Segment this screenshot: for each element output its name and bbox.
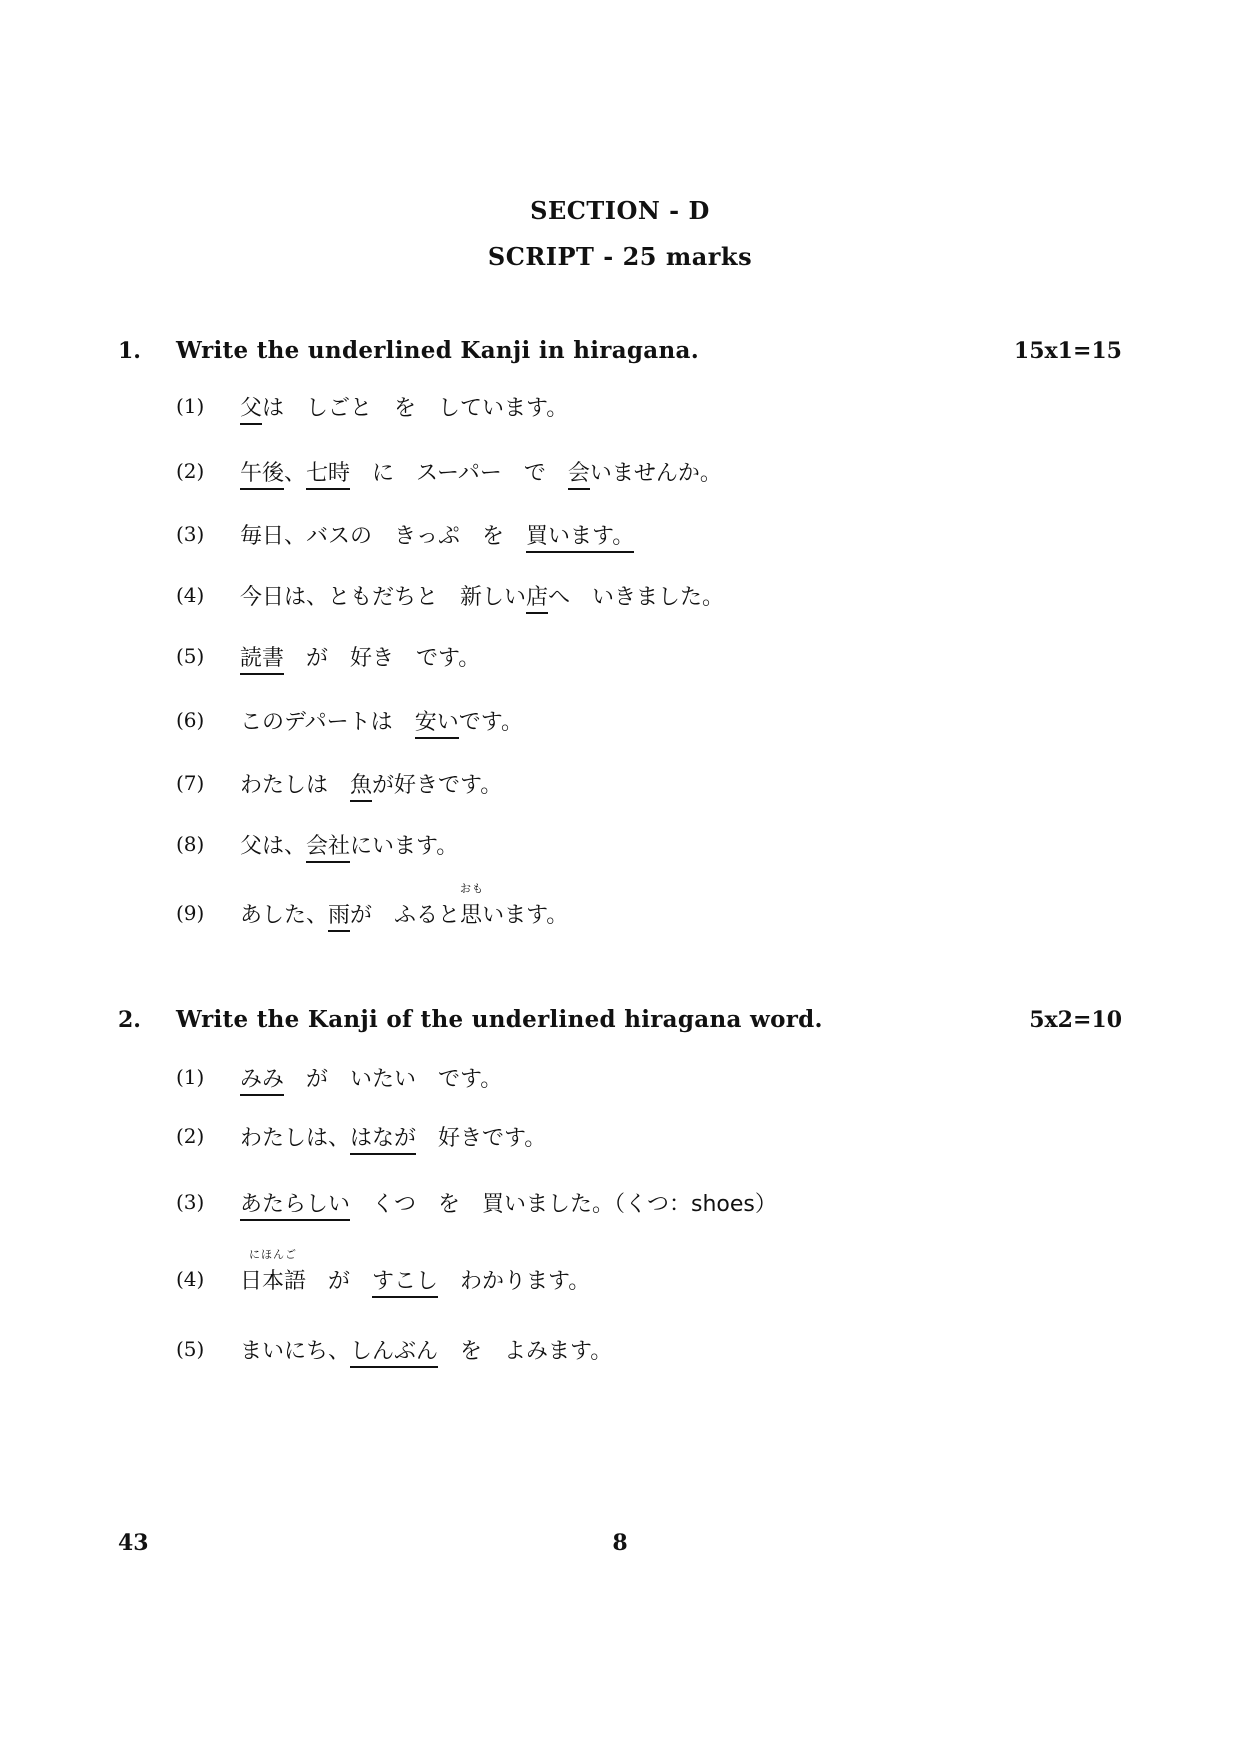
q1-item-9 (176, 881, 569, 936)
page-number: 8 (612, 1530, 628, 1556)
sentence-text: は しごと を しています。 (262, 395, 569, 421)
sentence-text: まいにち、 (240, 1338, 351, 1364)
item-number: (6) (176, 708, 205, 732)
sentence-text: です。 (458, 709, 523, 735)
question-2-marks: 5x2=10 (1029, 1007, 1122, 1033)
ruby-base: 思 (460, 902, 483, 928)
ruby-base: 日本語 (240, 1268, 307, 1294)
item-number: (7) (176, 771, 205, 795)
underlined-word: 安い (415, 710, 459, 739)
q1-item-6 (176, 697, 523, 743)
q1-item-2 (176, 448, 722, 494)
underlined-word: しんぶん (350, 1339, 438, 1368)
sentence-text: わかります。 (438, 1268, 591, 1294)
item-number: (4) (176, 1267, 205, 1291)
sentence-text: 好きです。 (416, 1125, 547, 1151)
sentence-text: 、 (284, 460, 307, 486)
sentence-text: 父は、 (240, 833, 307, 859)
underlined-word: 父 (240, 396, 262, 425)
underlined-word: 七時 (306, 461, 350, 490)
underlined-word: 読書 (240, 646, 284, 675)
item-number: (1) (176, 394, 205, 418)
ruby-reading: にほんご (249, 1247, 297, 1261)
section-heading: SECTION - D (530, 196, 710, 225)
q2-item-5 (176, 1326, 612, 1372)
underlined-word: あたらしい (240, 1192, 350, 1221)
item-sentence (240, 1121, 546, 1152)
sentence-text: あした、 (240, 902, 329, 928)
sentence-text: が (306, 1268, 373, 1294)
q2-item-4 (176, 1247, 591, 1302)
sentence-text: 毎日、バスの きっぷ を (240, 523, 527, 549)
item-number: (3) (176, 522, 205, 546)
question-1-number: 1. (118, 338, 141, 364)
sentence-text: に スーパー で (350, 460, 568, 486)
item-number: (5) (176, 644, 205, 668)
sentence-text: が いたい です。 (284, 1066, 503, 1092)
item-sentence (240, 829, 458, 860)
q1-item-5 (176, 633, 480, 679)
underlined-word: 魚 (350, 773, 372, 802)
furigana-word (240, 1247, 307, 1295)
sentence-text: を よみます。 (438, 1338, 613, 1364)
item-sentence (240, 391, 568, 422)
sentence-text: います。 (482, 902, 569, 928)
item-sentence (240, 519, 634, 550)
underlined-word: 買います。 (526, 524, 634, 553)
sentence-text: くつ を 買いました。（くつ：shoes） (350, 1191, 777, 1217)
sentence-text: にいます。 (350, 833, 459, 859)
sentence-text: が 好き です。 (284, 645, 481, 671)
item-number: (9) (176, 901, 205, 925)
q2-item-2 (176, 1113, 546, 1159)
underlined-word: すこし (372, 1269, 438, 1298)
item-sentence (240, 1062, 502, 1093)
sentence-text: いませんか。 (589, 460, 722, 486)
underlined-word: はなが (350, 1126, 416, 1155)
item-sentence (240, 1334, 612, 1365)
sentence-text: 今日は、ともだちと 新しい (240, 584, 527, 610)
underlined-word: 雨 (328, 903, 350, 932)
item-number: (4) (176, 583, 205, 607)
sentence-text: わたしは (240, 772, 351, 798)
sentence-text: このデパートは (240, 709, 415, 735)
underlined-word: 午後 (240, 461, 284, 490)
q1-item-4 (176, 572, 724, 618)
question-1-title: Write the underlined Kanji in hiragana. (176, 337, 700, 364)
item-number: (8) (176, 832, 205, 856)
item-sentence (240, 881, 569, 929)
sentence-text: わたしは、 (240, 1125, 351, 1151)
item-sentence (240, 641, 480, 672)
sentence-text: が好きです。 (372, 772, 503, 798)
q2-item-1 (176, 1054, 502, 1100)
sentence-text: が ふると (350, 902, 461, 928)
q1-item-7 (176, 760, 502, 806)
item-sentence (240, 1247, 591, 1295)
item-sentence (240, 456, 722, 487)
question-2-number: 2. (118, 1007, 141, 1033)
sentence-text: へ いきました。 (548, 584, 725, 610)
q1-item-1 (176, 383, 568, 429)
item-number: (2) (176, 1124, 205, 1148)
question-2-title: Write the Kanji of the underlined hiragana word. (176, 1006, 823, 1033)
ruby-reading: おも (460, 881, 485, 895)
item-sentence (240, 1187, 777, 1218)
q2-item-3 (176, 1179, 777, 1225)
furigana-word (460, 881, 485, 929)
item-sentence (240, 705, 523, 736)
item-number: (3) (176, 1190, 205, 1214)
item-number: (2) (176, 459, 205, 483)
underlined-word: 会 (568, 461, 590, 490)
item-sentence (240, 580, 724, 611)
item-sentence (240, 768, 502, 799)
item-number: (1) (176, 1065, 205, 1089)
section-subtitle: SCRIPT - 25 marks (487, 242, 753, 271)
underlined-word: 店 (526, 585, 548, 614)
underlined-word: 会社 (306, 834, 350, 863)
q1-item-8 (176, 821, 458, 867)
underlined-word: みみ (240, 1067, 284, 1096)
item-number: (5) (176, 1337, 205, 1361)
question-1-marks: 15x1=15 (1013, 338, 1122, 364)
q1-item-3 (176, 511, 634, 557)
footer-code: 43 (118, 1530, 149, 1556)
